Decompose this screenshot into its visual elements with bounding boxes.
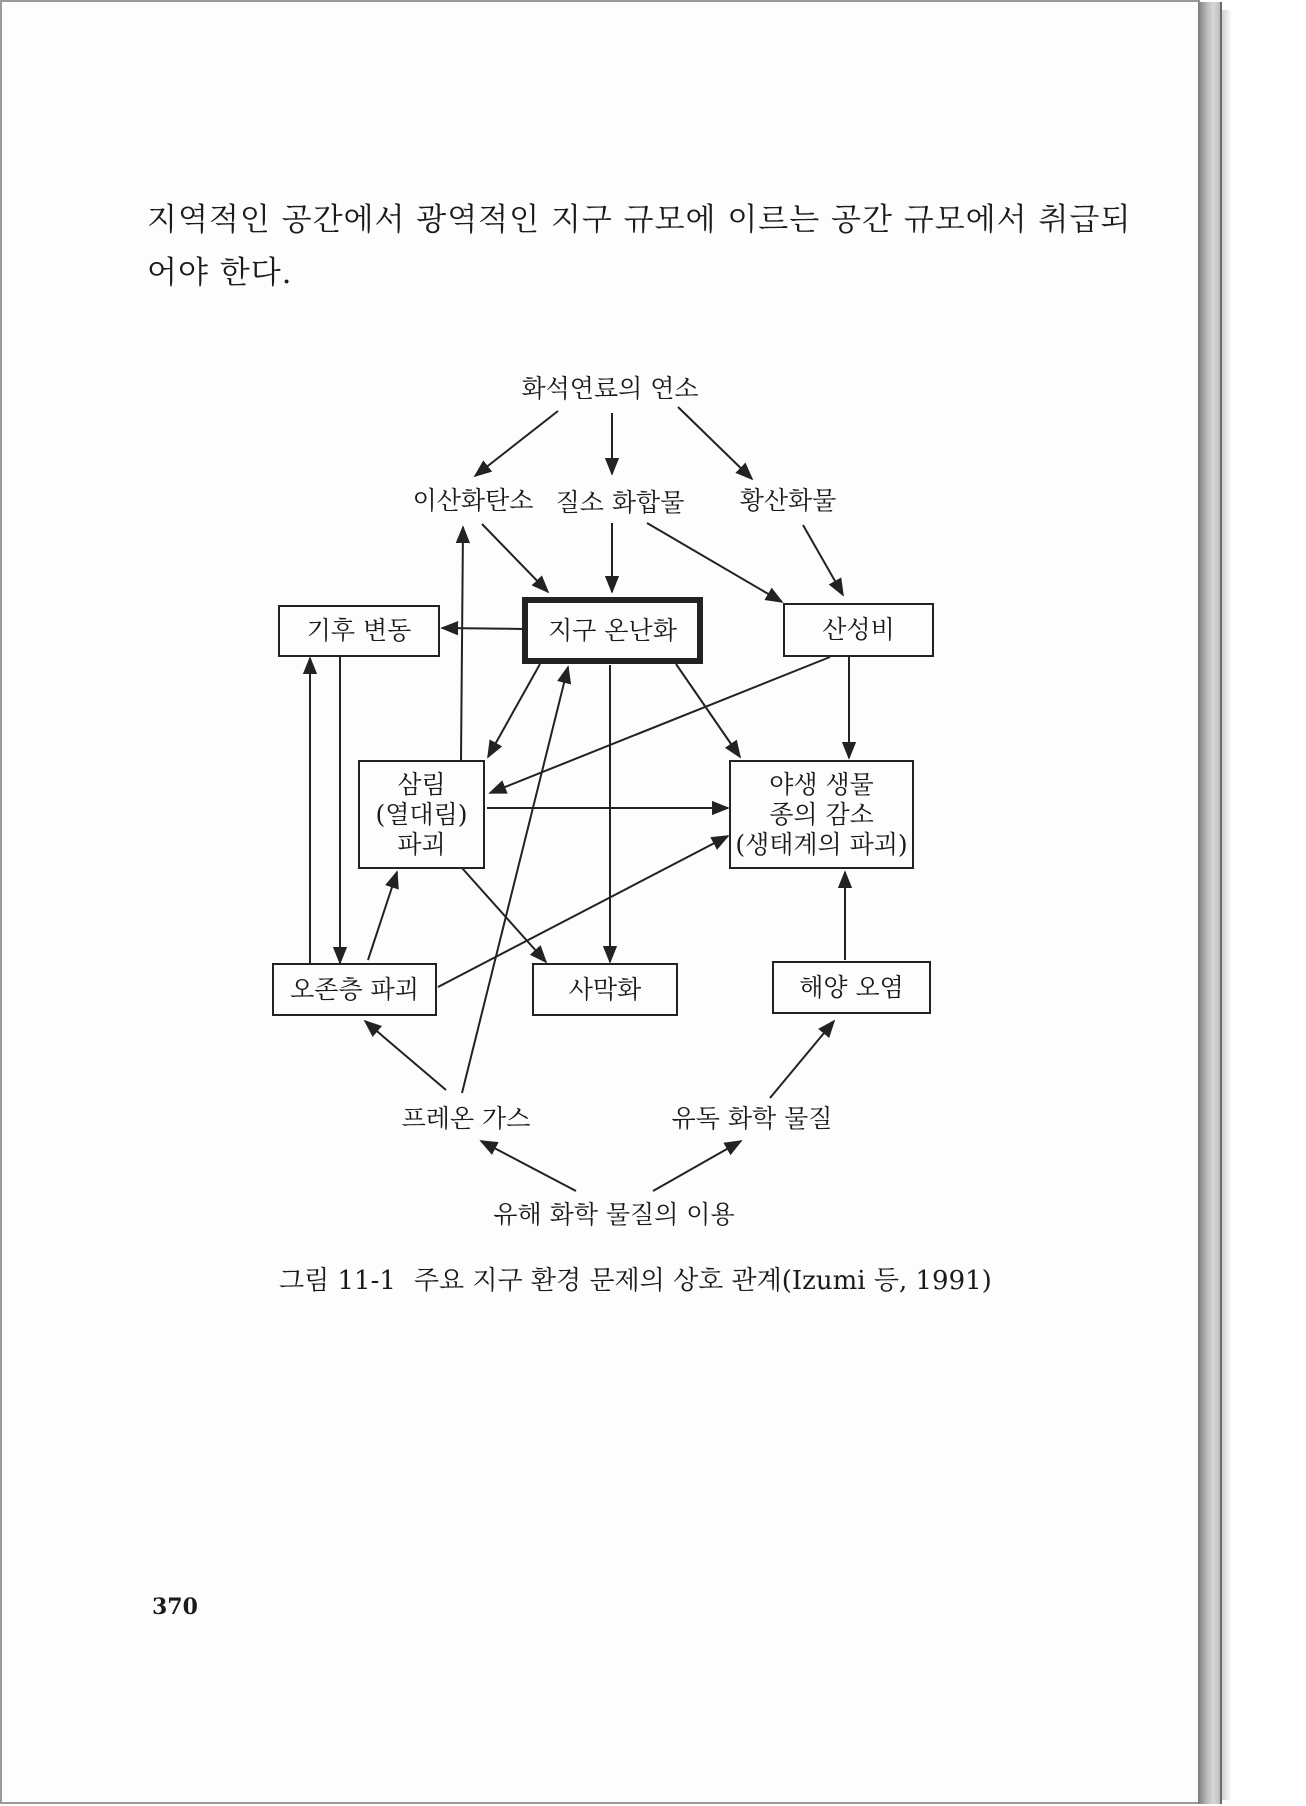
node-toxic-chemicals: 유독 화학 물질	[671, 1104, 833, 1133]
arrow-sulfur-to-acidrain	[803, 525, 843, 595]
node-desertification: 사막화	[532, 963, 678, 1016]
node-sulfur-oxides: 황산화물	[739, 486, 837, 515]
node-global-warming: 지구 온난화	[522, 597, 703, 664]
paragraph-line-2: 어야 한다.	[147, 255, 293, 291]
page-number: 370	[152, 1594, 198, 1620]
node-fossil-fuel: 화석연료의 연소	[521, 374, 699, 403]
arrow-harmful-to-freon	[481, 1141, 576, 1191]
arrow-forest-to-co2	[461, 527, 463, 760]
node-ozone-depletion: 오존층 파괴	[272, 963, 437, 1016]
node-co2: 이산화탄소	[412, 486, 534, 515]
arrow-warming-to-climate	[442, 628, 525, 629]
arrow-harmful-to-toxic	[653, 1141, 741, 1191]
figure-caption	[279, 1268, 1010, 1294]
arrow-ozone-to-forest	[368, 872, 397, 960]
node-harmful-chemical-use: 유해 화학 물질의 이용	[493, 1200, 735, 1229]
arrow-forest-to-desert	[462, 868, 546, 962]
arrow-warming-to-forest	[488, 664, 540, 757]
arrow-freon-to-ozone	[365, 1021, 446, 1090]
paragraph-line-1: 지역적인 공간에서 광역적인 지구 규모에 이르는 공간 규모에서 취급되	[147, 202, 1132, 238]
arrow-fossil-to-co2	[475, 411, 558, 476]
node-forest-destruction: 삼림 (열대림) 파괴	[358, 760, 485, 869]
node-wildlife-decline: 야생 생물 종의 감소 (생태계의 파괴)	[729, 760, 914, 869]
arrow-nitrogen-to-acidrain	[647, 523, 782, 602]
node-nitrogen-compounds: 질소 화합물	[555, 488, 685, 517]
arrow-fossil-to-sulfur	[678, 407, 752, 479]
arrow-warming-to-wildlife	[676, 664, 740, 757]
arrow-toxic-to-marine	[770, 1021, 834, 1098]
node-climate-change: 기후 변동	[278, 605, 440, 657]
node-freon-gas: 프레온 가스	[401, 1104, 531, 1133]
arrow-freon-to-warming	[462, 667, 568, 1093]
arrow-co2-to-warming	[482, 524, 548, 592]
caption-text: 주요 지구 환경 문제의 상호 관계(Izumi 등, 1991)	[413, 1266, 992, 1296]
caption-label: 그림 11-1	[279, 1266, 396, 1296]
node-marine-pollution: 해양 오염	[772, 961, 931, 1014]
node-acid-rain: 산성비	[783, 603, 934, 657]
